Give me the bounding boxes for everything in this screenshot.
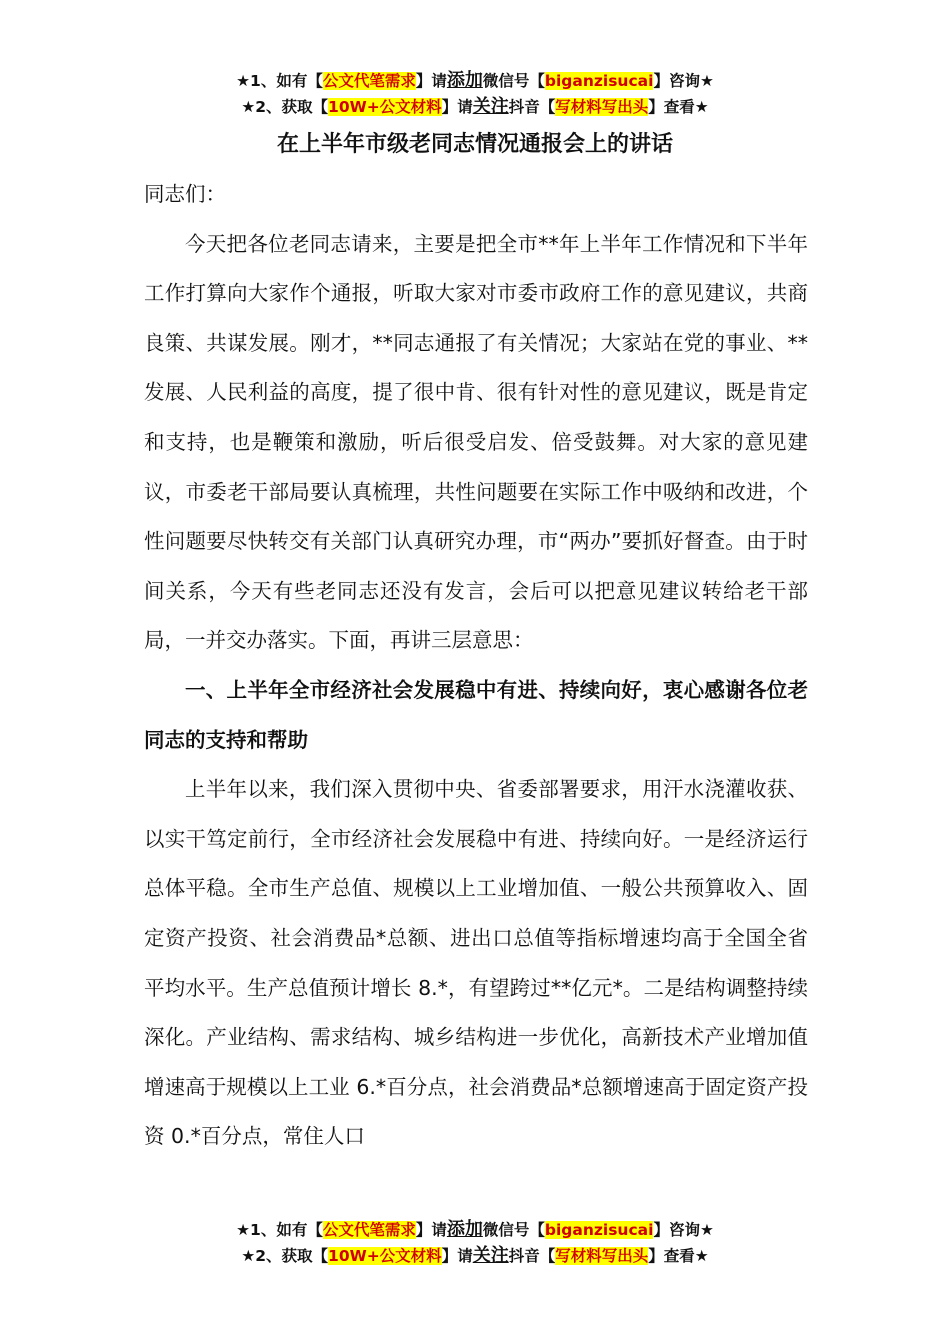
promo-text: 】咨询 bbox=[653, 72, 700, 90]
paragraph-economy: 上半年以来，我们深入贯彻中央、省委部署要求，用汗水浇灌收获、以实干笃定前行，全市经济社会发展稳中有进、持续向好。一是经济运行总体平稳。全市生产总值、规模以上工业增加值、一般公共预算收入、固定资产投资、社会消费品*总额、进出口总值等指标增速均高于全国全省平均水平。生产总值预计增长 8.*，有望跨过**亿元*。二是结构调整持续深化。产业结构、需求结构、城乡结构进一步优化，高新技术产业增加值增速高于规模以上工业 6.*百分点，社会消费品*总额增速高于固定资产投资 0.*百分点，常住人口 bbox=[144, 777, 808, 1149]
star-icon: ★ bbox=[694, 1247, 709, 1265]
promo-line-2 bbox=[0, 1243, 950, 1269]
star-icon: ★ bbox=[699, 72, 714, 90]
footer-promo-banner bbox=[0, 1217, 950, 1269]
douyin-name-highlight: 写材料写出头 bbox=[555, 98, 649, 116]
promo-emphasis: 添加 bbox=[446, 1219, 483, 1240]
promo-line-1 bbox=[0, 1217, 950, 1243]
wechat-id-highlight: biganzisucai bbox=[544, 1221, 654, 1239]
promo-line-1 bbox=[0, 68, 950, 94]
promo-text: 】请 bbox=[441, 1247, 473, 1265]
promo-highlight: 公文代笔需求 bbox=[322, 1221, 416, 1239]
promo-emphasis: 关注 bbox=[472, 1245, 509, 1266]
section-heading-1: 一、上半年全市经济社会发展稳中有进、持续向好，衷心感谢各位老同志的支持和帮助 bbox=[144, 677, 808, 752]
promo-line-2 bbox=[0, 94, 950, 120]
promo-highlight: 10W+公文材料 bbox=[328, 1247, 442, 1265]
promo-text: 】请 bbox=[441, 98, 473, 116]
promo-text: 抖音【 bbox=[508, 98, 556, 116]
promo-text: 抖音【 bbox=[508, 1247, 556, 1265]
promo-text: 2、获取【 bbox=[255, 1247, 329, 1265]
star-icon: ★ bbox=[236, 1221, 251, 1239]
document-title: 在上半年市级老同志情况通报会上的讲话 bbox=[276, 132, 673, 157]
promo-text: 1、如有【 bbox=[250, 72, 323, 90]
promo-emphasis: 关注 bbox=[472, 96, 509, 117]
promo-highlight: 10W+公文材料 bbox=[328, 98, 442, 116]
promo-highlight: 公文代笔需求 bbox=[322, 72, 416, 90]
promo-text: 】请 bbox=[415, 72, 447, 90]
star-icon: ★ bbox=[241, 1247, 256, 1265]
promo-text: 微信号【 bbox=[482, 1221, 545, 1239]
promo-text: 】请 bbox=[415, 1221, 447, 1239]
promo-text: 微信号【 bbox=[482, 72, 545, 90]
document-body bbox=[144, 170, 808, 1162]
promo-emphasis: 添加 bbox=[446, 70, 483, 91]
star-icon: ★ bbox=[694, 98, 709, 116]
promo-text: 1、如有【 bbox=[250, 1221, 323, 1239]
promo-text: 】咨询 bbox=[653, 1221, 700, 1239]
star-icon: ★ bbox=[241, 98, 256, 116]
star-icon: ★ bbox=[236, 72, 251, 90]
paragraph-intro: 今天把各位老同志请来，主要是把全市**年上半年工作情况和下半年工作打算向大家作个通报，听取大家对市委市政府工作的意见建议，共商良策、共谋发展。刚才，**同志通报了有关情况；大家站在党的事业、**发展、人民利益的高度，提了很中肯、很有针对性的意见建议，既是肯定和支持，也是鞭策和激励，听后很受启发、倍受鼓舞。对大家的意见建议，市委老干部局要认真梳理，共性问题要在实际工作中吸纳和改进，个性问题要尽快转交有关部门认真研究办理，市“两办”要抓好督查。由于时间关系，今天有些老同志还没有发言，会后可以把意见建议转给老干部局，一并交办落实。下面，再讲三层意思： bbox=[144, 231, 808, 653]
promo-text: 2、获取【 bbox=[255, 98, 329, 116]
promo-text: 】查看 bbox=[648, 98, 695, 116]
header-promo-banner bbox=[0, 68, 950, 120]
promo-text: 】查看 bbox=[648, 1247, 695, 1265]
star-icon: ★ bbox=[699, 1221, 714, 1239]
salutation: 同志们： bbox=[144, 182, 226, 206]
douyin-name-highlight: 写材料写出头 bbox=[555, 1247, 649, 1265]
wechat-id-highlight: biganzisucai bbox=[544, 72, 654, 90]
